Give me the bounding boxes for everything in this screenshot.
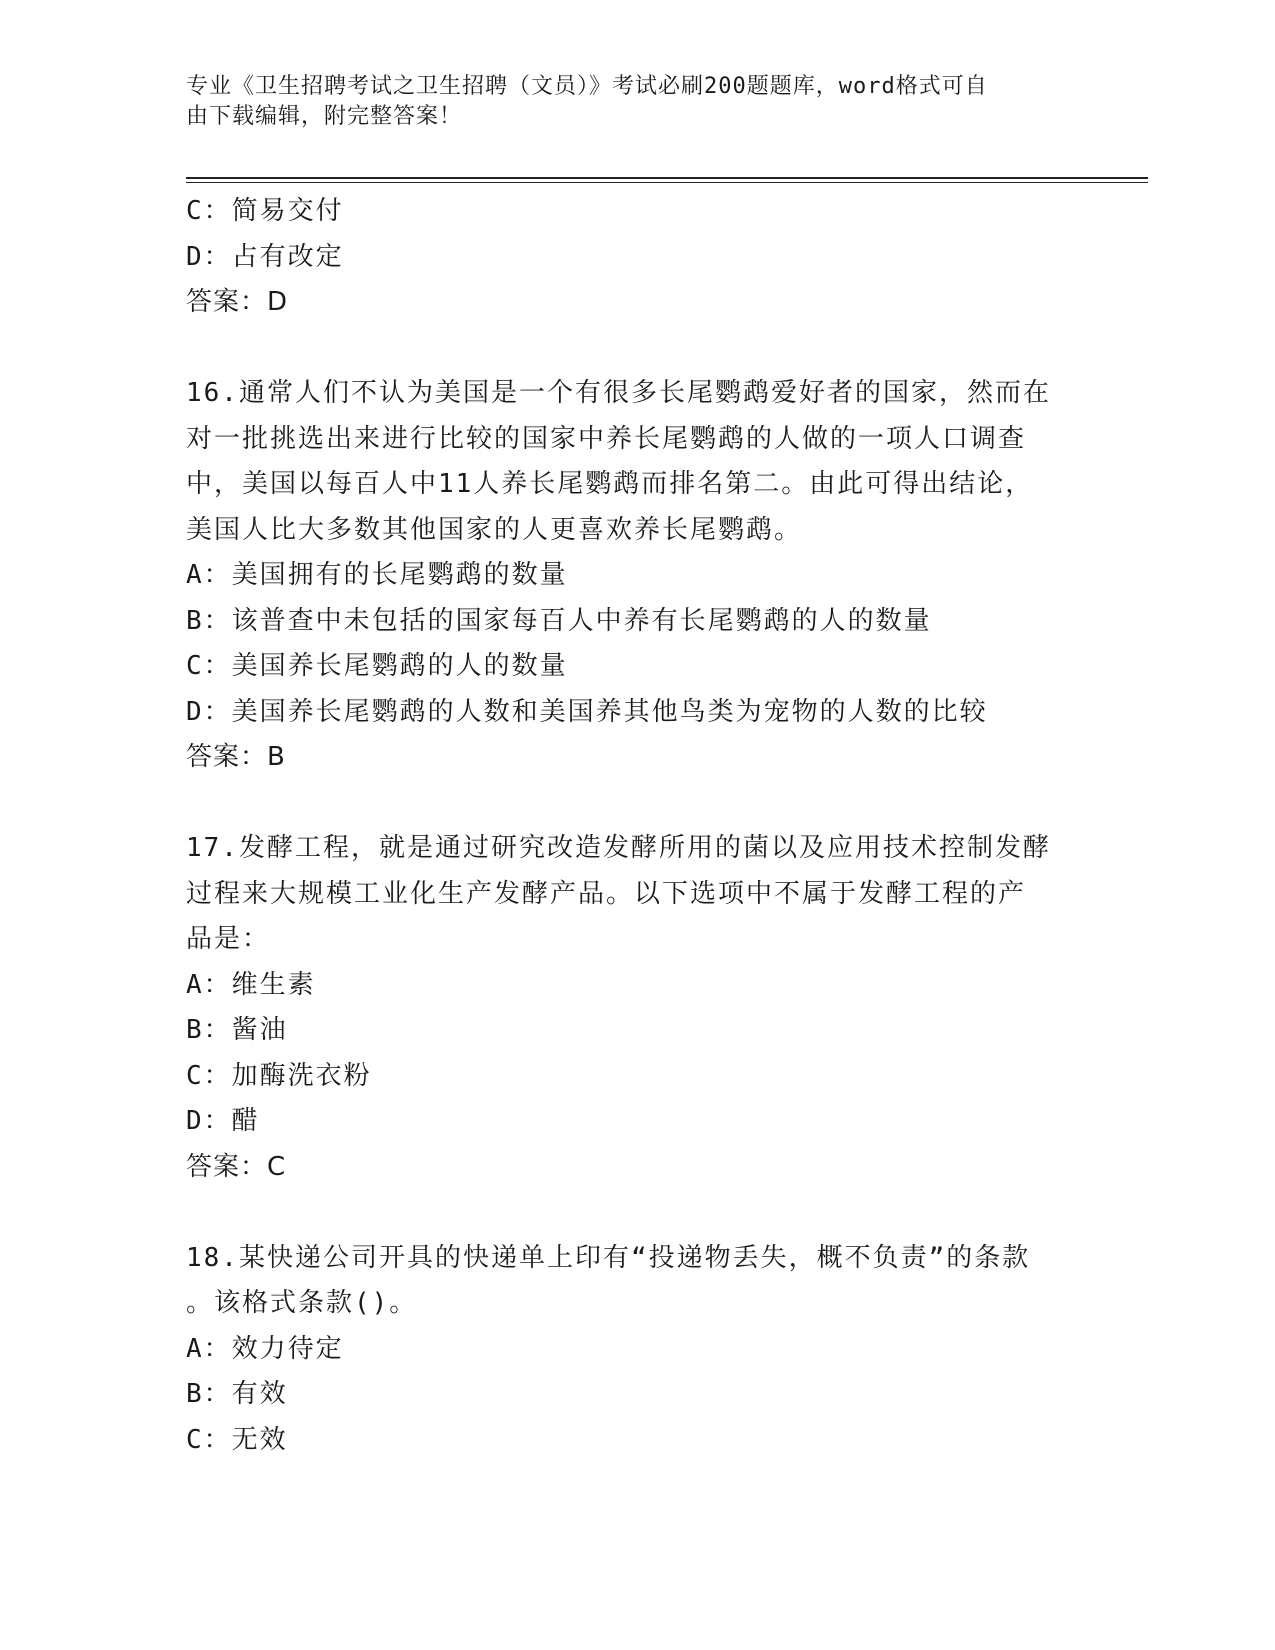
q16-stem-line-4: 美国人比大多数其他国家的人更喜欢养长尾鹦鹉。 [186,514,803,545]
header-rule-thin [186,182,1148,183]
spacer [186,1190,1086,1236]
question-content [186,189,1086,1463]
q16-answer: 答案：B [186,742,286,772]
q18-option-a: A：效力待定 [186,1333,344,1364]
q16-option-d: D：美国养长尾鹦鹉的人数和美国养其他鸟类为宠物的人数的比较 [186,696,988,727]
q17-stem-line-3: 品是： [186,924,271,954]
spacer [186,781,1086,827]
q17-option-a: A：维生素 [186,969,316,1000]
q17-stem-line-2: 过程来大规模工业化生产发酵产品。以下选项中不属于发酵工程的产 [186,878,1027,909]
q17-option-b: B：酱油 [186,1015,288,1045]
q15-option-d: D：占有改定 [186,241,344,272]
header-line-2: 由下载编辑，附完整答案！ [186,104,463,129]
q15-answer: 答案：D [186,287,289,317]
q17-option-d: D：醋 [186,1106,260,1136]
q16-stem-line-1: 16.通常人们不认为美国是一个有很多长尾鹦鹉爱好者的国家，然而在 [186,378,1051,408]
header-line-1: 专业《卫生招聘考试之卫生招聘（文员）》考试必刷200题题库，word格式可自 [186,74,988,99]
q16-stem-line-3: 中，美国以每百人中11人养长尾鹦鹉而排名第二。由此可得出结论， [186,469,1034,499]
q16-option-b: B：该普查中未包括的国家每百人中养有长尾鹦鹉的人的数量 [186,605,932,636]
q15-option-c: C：简易交付 [186,196,344,226]
header-rule-thick [186,177,1148,179]
q17-option-c: C：加酶洗衣粉 [186,1060,372,1091]
document-header [186,72,1086,132]
q16-option-c: C：美国养长尾鹦鹉的人的数量 [186,651,568,681]
q17-stem-line-1: 17.发酵工程，就是通过研究改造发酵所用的菌以及应用技术控制发酵 [186,833,1051,863]
spacer [186,326,1086,372]
q18-option-b: B：有效 [186,1379,288,1409]
q18-stem-line-1: 18.某快递公司开具的快递单上印有“投递物丢失，概不负责”的条款 [186,1242,1031,1273]
q18-stem-line-2: 。该格式条款()。 [186,1288,418,1318]
q18-option-c: C：无效 [186,1424,288,1455]
q16-stem-line-2: 对一批挑选出来进行比较的国家中养长尾鹦鹉的人做的一项人口调查 [186,423,1027,454]
q16-option-a: A：美国拥有的长尾鹦鹉的数量 [186,560,568,590]
q17-answer: 答案：C [186,1151,287,1182]
